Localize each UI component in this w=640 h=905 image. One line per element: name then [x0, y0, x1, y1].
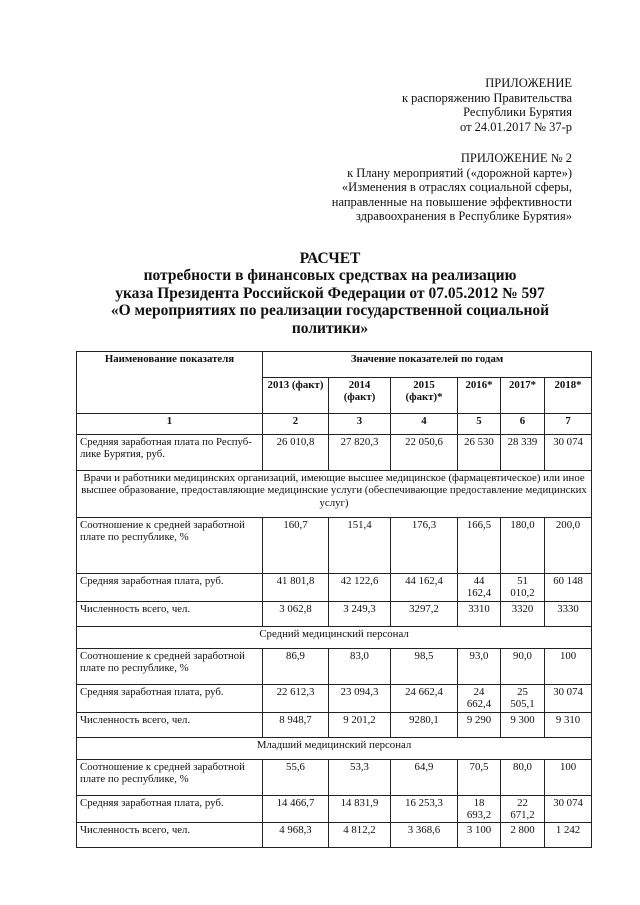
cell-value: 3 249,3	[329, 601, 391, 626]
cell-value: 44 162,4	[458, 574, 501, 602]
cell-value: 93,0	[458, 648, 501, 684]
header-year: 2015 (факт)*	[391, 378, 458, 414]
section-header-row	[77, 737, 592, 759]
cell-value: 16 253,3	[391, 795, 458, 823]
table-row	[77, 648, 592, 684]
cell-value: 3 368,6	[391, 823, 458, 848]
header-year: 2016*	[458, 378, 501, 414]
column-number: 1	[77, 414, 263, 435]
cell-value: 4 968,3	[263, 823, 329, 848]
cell-value: 1 242	[545, 823, 592, 848]
appendix-order-ref: к распоряжению Правительства	[401, 90, 572, 105]
cell-value: 3330	[545, 601, 592, 626]
row-label: Средняя заработная плата, руб.	[77, 795, 263, 823]
cell-value: 9 201,2	[329, 712, 391, 737]
table-row	[77, 795, 592, 823]
cell-value: 22 612,3	[263, 684, 329, 712]
appendix-header-order	[402, 76, 572, 134]
cell-value: 70,5	[458, 759, 501, 795]
cell-value: 3310	[458, 601, 501, 626]
column-number: 5	[458, 414, 501, 435]
cell-value: 8 948,7	[263, 712, 329, 737]
cell-value: 80,0	[501, 759, 545, 795]
column-number: 3	[329, 414, 391, 435]
section-title: Врачи и работники медицинских организаций, имеющие высшее медицинское (фармацевтическое) или иное высшее образование, предоставляющие медицинские услуги (обеспечивающие предоставление медицинских услуг)	[77, 471, 592, 518]
table-row	[77, 435, 592, 471]
appendix2-plan-ref: к Плану мероприятий («дорожной карте»)	[347, 165, 572, 180]
cell-value: 53,3	[329, 759, 391, 795]
row-label: Средняя заработная плата, руб.	[77, 574, 263, 602]
cell-value: 90,0	[501, 648, 545, 684]
row-label: Численность всего, чел.	[77, 712, 263, 737]
appendix2-plan-name-2: направленные на повышение эффективности	[331, 194, 572, 209]
appendix2-label: ПРИЛОЖЕНИЕ № 2	[460, 151, 572, 165]
cell-value: 30 074	[545, 684, 592, 712]
cell-value: 180,0	[501, 518, 545, 574]
cell-value: 26 530	[458, 435, 501, 471]
title-line-3: указа Президента Российской Федерации от 07.05.2012 № 597	[115, 284, 545, 302]
appendix2-plan-name-3: здравоохранения в Республике Бурятия»	[355, 209, 572, 224]
cell-value: 2 800	[501, 823, 545, 848]
table-row	[77, 574, 592, 602]
cell-value: 98,5	[391, 648, 458, 684]
section-header-row	[77, 626, 592, 648]
table-row	[77, 518, 592, 574]
row-label: Соотношение к средней заработной плате по республике, %	[77, 648, 263, 684]
cell-value: 3 100	[458, 823, 501, 848]
cell-value: 27 820,3	[329, 435, 391, 471]
cell-value: 160,7	[263, 518, 329, 574]
cell-value: 26 010,8	[263, 435, 329, 471]
row-label: Соотношение к средней заработной плате по республике, %	[77, 759, 263, 795]
cell-value: 14 466,7	[263, 795, 329, 823]
cell-value: 24 662,4	[458, 684, 501, 712]
cell-value: 64,9	[391, 759, 458, 795]
header-values-by-year: Значение показателей по годам	[263, 352, 592, 378]
cell-value: 4 812,2	[329, 823, 391, 848]
cell-value: 30 074	[545, 795, 592, 823]
title-line-2: потребности в финансовых средствах на реализацию	[143, 267, 517, 285]
row-label: Численность всего, чел.	[77, 601, 263, 626]
cell-value: 55,6	[263, 759, 329, 795]
table-row	[77, 712, 592, 737]
title-line-1: РАСЧЕТ	[299, 250, 361, 267]
appendix-republic: Республики Бурятия	[463, 105, 572, 120]
cell-value: 18 693,2	[458, 795, 501, 823]
cell-value: 166,5	[458, 518, 501, 574]
appendix-label: ПРИЛОЖЕНИЕ	[485, 76, 572, 90]
row-label: Соотношение к средней заработной плате по республике, %	[77, 518, 263, 574]
header-year: 2013 (факт)	[263, 378, 329, 414]
financial-needs-table	[76, 351, 592, 848]
table-row	[77, 759, 592, 795]
table-row	[77, 823, 592, 848]
cell-value: 9 300	[501, 712, 545, 737]
cell-value: 86,9	[263, 648, 329, 684]
section-title: Средний медицинский персонал	[77, 626, 592, 648]
cell-value: 42 122,6	[329, 574, 391, 602]
cell-value: 44 162,4	[391, 574, 458, 602]
cell-value: 9280,1	[391, 712, 458, 737]
header-year: 2018*	[545, 378, 592, 414]
cell-value: 3297,2	[391, 601, 458, 626]
table-row	[77, 601, 592, 626]
column-number: 6	[501, 414, 545, 435]
cell-value: 24 662,4	[391, 684, 458, 712]
cell-value: 9 310	[545, 712, 592, 737]
cell-value: 9 290	[458, 712, 501, 737]
cell-value: 200,0	[545, 518, 592, 574]
section-header-row	[77, 471, 592, 518]
title-line-4: «О мероприятиях по реализации государственной социальной	[110, 302, 550, 320]
row-label: Численность всего, чел.	[77, 823, 263, 848]
column-number: 4	[391, 414, 458, 435]
cell-value: 22 671,2	[501, 795, 545, 823]
appendix-date-number: от 24.01.2017 № 37-р	[459, 119, 572, 134]
row-label: Средняя заработная плата, руб.	[77, 684, 263, 712]
appendix2-plan-name-1: «Изменения в отраслях социальной сферы,	[341, 180, 572, 195]
row-label: Средняя заработная плата по Респуб-лике Бурятия, руб.	[77, 435, 263, 471]
header-indicator-name: Наименование показателя	[77, 352, 263, 414]
cell-value: 28 339	[501, 435, 545, 471]
cell-value: 60 148	[545, 574, 592, 602]
column-number: 7	[545, 414, 592, 435]
cell-value: 41 801,8	[263, 574, 329, 602]
cell-value: 25 505,1	[501, 684, 545, 712]
cell-value: 100	[545, 759, 592, 795]
document-title	[60, 250, 600, 337]
cell-value: 83,0	[329, 648, 391, 684]
cell-value: 51 010,2	[501, 574, 545, 602]
cell-value: 3320	[501, 601, 545, 626]
cell-value: 14 831,9	[329, 795, 391, 823]
cell-value: 22 050,6	[391, 435, 458, 471]
cell-value: 100	[545, 648, 592, 684]
cell-value: 3 062,8	[263, 601, 329, 626]
header-year: 2014 (факт)	[329, 378, 391, 414]
appendix-header-plan	[332, 151, 572, 224]
cell-value: 30 074	[545, 435, 592, 471]
column-number: 2	[263, 414, 329, 435]
cell-value: 151,4	[329, 518, 391, 574]
table-row	[77, 684, 592, 712]
cell-value: 23 094,3	[329, 684, 391, 712]
section-title: Младший медицинский персонал	[77, 737, 592, 759]
header-year: 2017*	[501, 378, 545, 414]
cell-value: 176,3	[391, 518, 458, 574]
title-line-5: политики»	[291, 319, 369, 337]
